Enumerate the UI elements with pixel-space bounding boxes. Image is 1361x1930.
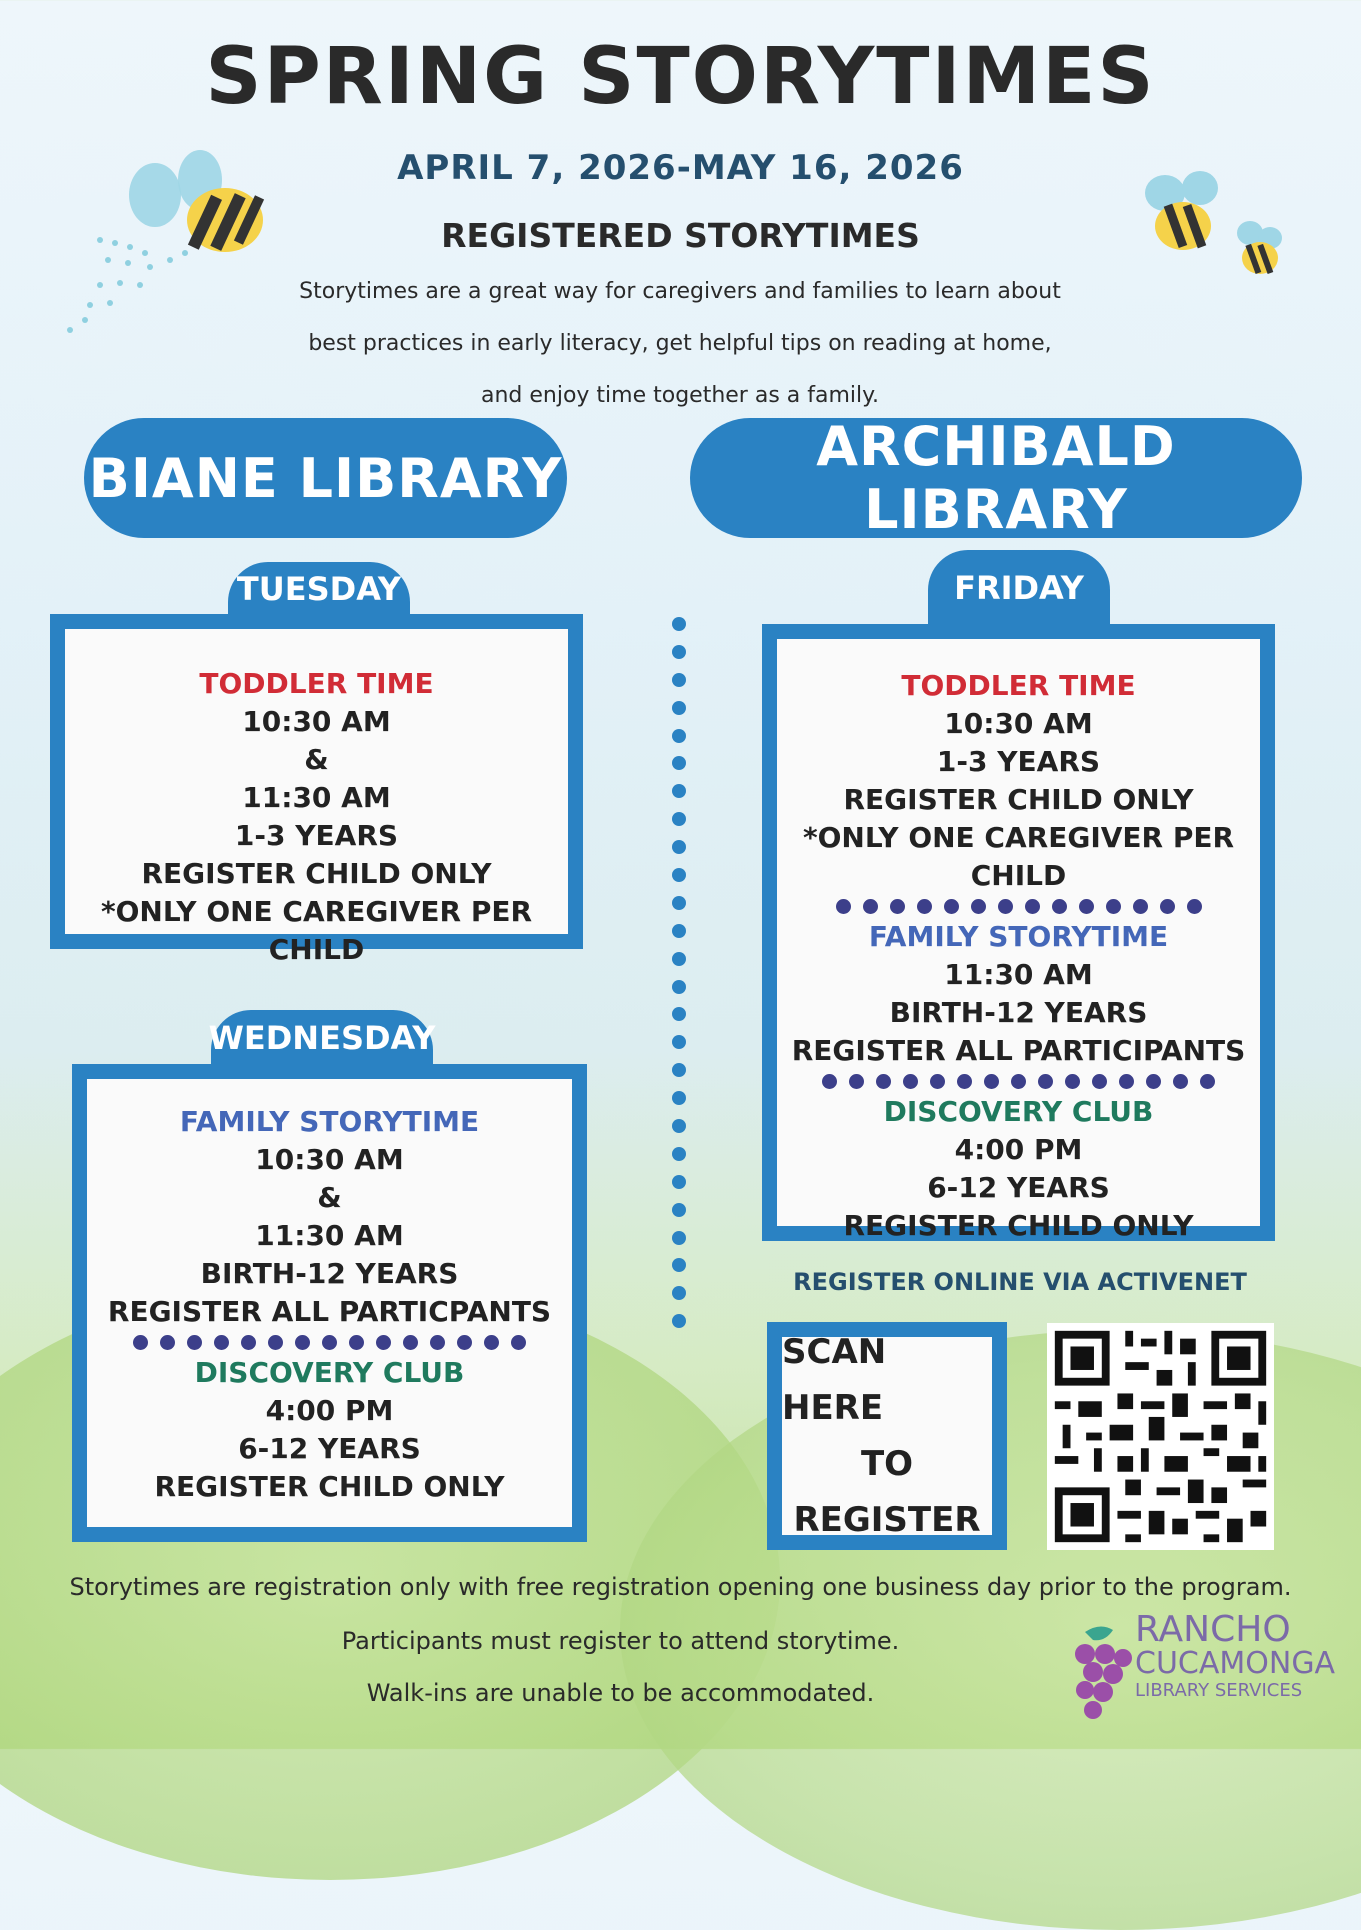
intro-line: Storytimes are a great way for caregivers and families to learn about [299, 279, 1061, 304]
schedule-line: 10:30 AM [944, 707, 1093, 740]
scan-here-box [767, 1322, 1007, 1550]
schedule-line: & [317, 1181, 342, 1214]
day-label-friday: FRIDAY [928, 550, 1110, 626]
intro-line: and enjoy time together as a family. [480, 383, 880, 408]
page-title: SPRING STORYTIMES [205, 32, 1156, 122]
schedule-line: REGISTER CHILD ONLY [141, 857, 492, 890]
friday-schedule-box [762, 624, 1275, 1241]
grape-logo-icon [1065, 1622, 1137, 1732]
schedule-line: BIRTH-12 YEARS [889, 996, 1148, 1029]
column-divider [672, 617, 688, 1342]
dotted-separator [87, 1335, 572, 1350]
section-title: REGISTERED STORYTIMES [441, 216, 920, 255]
schedule-line: 6-12 YEARS [927, 1171, 1110, 1204]
program-title: FAMILY STORYTIME [179, 1105, 480, 1138]
program-title: DISCOVERY CLUB [883, 1095, 1154, 1128]
schedule-line: REGISTER CHILD ONLY [843, 1209, 1194, 1242]
register-online-text: REGISTER ONLINE VIA ACTIVENET [793, 1268, 1247, 1296]
schedule-line: REGISTER CHILD ONLY [154, 1470, 505, 1503]
wednesday-schedule-box [72, 1064, 587, 1542]
scan-line: SCAN HERE [782, 1332, 887, 1428]
program-title: TODDLER TIME [901, 669, 1136, 702]
schedule-line: 11:30 AM [255, 1219, 404, 1252]
scan-line: TO [860, 1444, 914, 1484]
intro-line: best practices in early literacy, get helpful tips on reading at home, [308, 331, 1052, 356]
schedule-line: 1-3 YEARS [936, 745, 1101, 778]
biane-library-heading: BIANE LIBRARY [84, 418, 567, 538]
footer-line: Participants must register to attend storytime. [341, 1627, 900, 1655]
schedule-line: REGISTER CHILD ONLY [843, 783, 1194, 816]
schedule-line: 4:00 PM [954, 1133, 1083, 1166]
logo-line: CUCAMONGA [1135, 1646, 1336, 1681]
schedule-line: *ONLY ONE CAREGIVER PER CHILD [100, 895, 533, 966]
schedule-line: 11:30 AM [242, 781, 391, 814]
intro-text [230, 266, 1130, 422]
logo-line: RANCHO [1135, 1609, 1291, 1650]
schedule-line: 10:30 AM [242, 705, 391, 738]
day-label-tuesday: TUESDAY [228, 562, 410, 616]
program-title: DISCOVERY CLUB [194, 1356, 465, 1389]
program-title: FAMILY STORYTIME [868, 920, 1169, 953]
tuesday-schedule-box [50, 614, 583, 966]
footer-line: Storytimes are registration only with free registration opening one business day prior to the program. [69, 1573, 1292, 1601]
day-label-wednesday: WEDNESDAY [211, 1010, 433, 1066]
schedule-line: 10:30 AM [255, 1143, 404, 1176]
schedule-line: 1-3 YEARS [234, 819, 399, 852]
schedule-line: 6-12 YEARS [238, 1432, 421, 1465]
library-logo [1135, 1609, 1336, 1702]
logo-line: LIBRARY SERVICES [1135, 1680, 1303, 1701]
program-title: TODDLER TIME [199, 667, 434, 700]
date-range: APRIL 7, 2026-MAY 16, 2026 [397, 148, 964, 188]
dotted-separator [777, 899, 1260, 914]
schedule-line: 4:00 PM [265, 1394, 394, 1427]
scan-line: REGISTER [793, 1500, 981, 1540]
qr-code[interactable] [1047, 1323, 1274, 1550]
schedule-line: BIRTH-12 YEARS [200, 1257, 459, 1290]
schedule-line: 11:30 AM [944, 958, 1093, 991]
footer-line: Walk-ins are unable to be accommodated. [366, 1679, 875, 1707]
schedule-line: *ONLY ONE CAREGIVER PER CHILD [802, 821, 1235, 892]
schedule-line: REGISTER ALL PARTICPANTS [107, 1295, 552, 1328]
archibald-library-heading: ARCHIBALD LIBRARY [690, 418, 1302, 538]
dotted-separator [777, 1074, 1260, 1089]
schedule-line: REGISTER ALL PARTICIPANTS [791, 1034, 1246, 1067]
schedule-line: & [304, 743, 329, 776]
